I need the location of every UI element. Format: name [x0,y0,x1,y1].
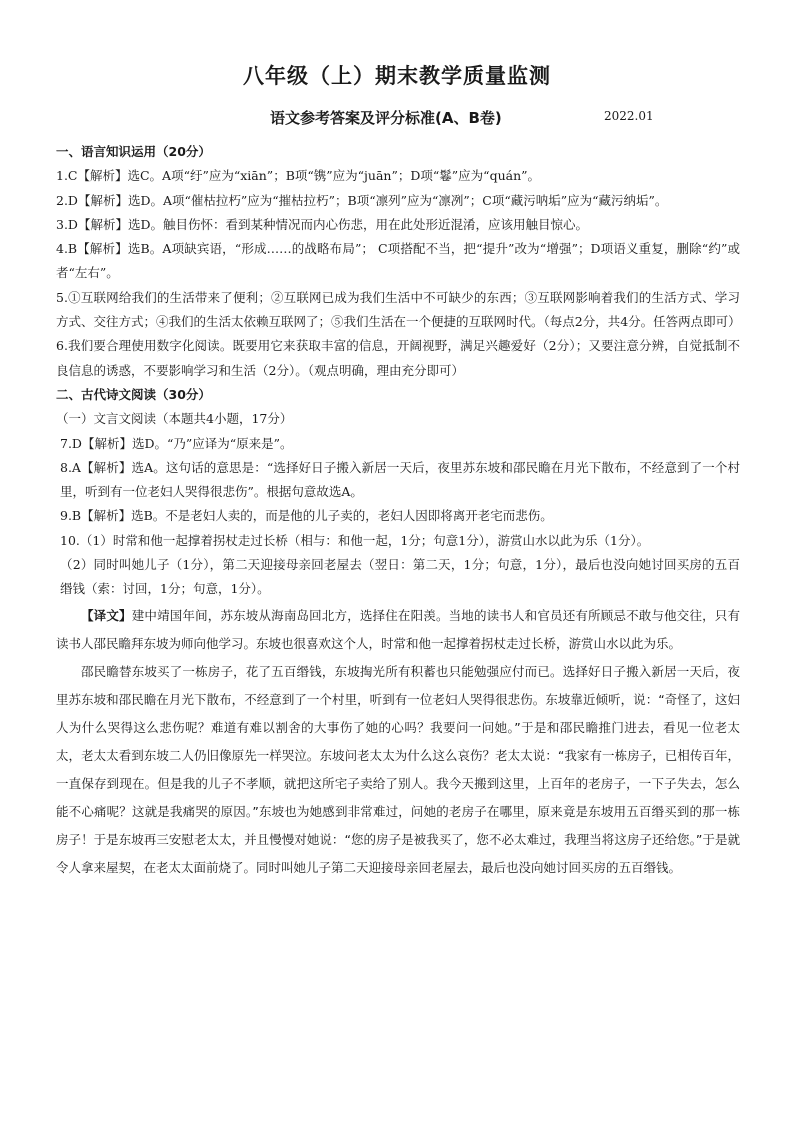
answer-q7: 7.D【解析】选D。“乃”应译为“原来是”。 [60,435,293,451]
section-heading-classical: 二、古代诗文阅读（30分） [56,386,211,402]
answer-q1: 1.C【解析】选C。A项“纡”应为“xiān”；B项“镌”应为“juān”；D项“鬈”应为“quán”。 [56,168,541,184]
answer-q3: 3.D【解析】选D。触目伤怀：看到某种情况而内心伤悲，用在此处形近混淆，应该用触目惊心。 [56,216,588,232]
translation-paragraph-1 [56,602,740,658]
translation-text-1: 建中靖国年间，苏东坡从海南岛回北方，选择住在阳羡。当地的读书人和官员还有所顾忌不敢与他交往，只有读书人邵民瞻拜东坡为师向他学习。东坡也很喜欢这个人，时常和他一起撑着拐杖走过长桥，游赏山水以此为乐。 [56,607,740,651]
answer-q10-part2: （2）同时叫她儿子（1分），第二天迎接母亲回老屋去（翌日：第二天，1分；句意，1分），最后也没向她讨回买房的五百缗钱（索：讨回，1分；句意，1分）。 [60,557,740,597]
page-subtitle: 语文参考答案及评分标准(A、B卷) [270,109,502,127]
document-date: 2022.01 [604,109,654,123]
subsection-heading: （一）文言文阅读（本题共4小题，17分） [56,411,293,427]
answer-q10-part1: 10.（1）时常和他一起撑着拐杖走过长桥（相与：和他一起，1分；句意1分），游赏山水以此为乐（1分）。 [60,532,650,548]
subtitle-row [0,107,794,127]
translation-paragraph-2: 邵民瞻替东坡买了一栋房子，花了五百缗钱，东坡掏光所有积蓄也只能勉强应付而已。选择好日子搬入新居一天后，夜里苏东坡和邵民瞻在月光下散布，不经意到了一个村里，听到有一位老妇人哭得很悲伤。东坡靠近倾听，说：“奇怪了，这妇人为什么哭得这么悲伤呢？难道有难以割舍的大事伤了她的心吗？我要问一问她。”于是和邵民瞻推门进去，看见一位老太太，老太太看到东坡二人仍旧像原先一样哭泣。东坡问老太太为什么这么哀伤？老太太说：“我家有一栋房子，已相传百年，一直保存到现在。但是我的儿子不孝顺，就把这所宅子卖给了别人。我今天搬到这里，上百年的老房子，一下子失去，怎么能不心痛呢？这就是我痛哭的原因。”东坡也为她感到非常难过，问她的老房子在哪里，原来竟是东坡用五百缗买到的那一栋房子！于是东坡再三安慰老太太，并且慢慢对她说：“您的房子是被我买了，您不必太难过，我理当将这房子还给您。”于是就令人拿来屋契，在老太太面前烧了。同时叫她儿子第二天迎接母亲回老屋去，最后也没向她讨回买房的五百缗钱。 [56,663,740,875]
translation-tag: 【译文】 [81,607,132,623]
page-title: 八年级（上）期末教学质量监测 [243,64,551,88]
answer-q6: 6.我们要合理使用数字化阅读。既要用它来获取丰富的信息，开阔视野，满足兴趣爱好（2分）；又要注意分辨，自觉抵制不良信息的诱惑，不要影响学习和生活（2分）。（观点明确，理由充分即可） [56,338,740,378]
answer-content [56,140,740,882]
answer-q2: 2.D【解析】选D。A项“催枯拉朽”应为“摧枯拉朽”；B项“凛列”应为“凛冽”；C项“藏污呐垢”应为“藏污纳垢”。 [56,192,668,208]
section-heading-language: 一、语言知识运用（20分） [56,144,211,159]
answer-q5: 5.①互联网给我们的生活带来了便利；②互联网已成为我们生活中不可缺少的东西；③互联网影响着我们的生活方式、学习方式、交往方式；④我们的生活太依赖互联网了；⑤我们生活在一个便捷的互联网时代。（每点2分，共4分。任答两点即可） [56,289,741,330]
answer-q8: 8.A【解析】选A。这句话的意思是：“选择好日子搬入新居一天后，夜里苏东坡和邵民瞻在月光下散布，不经意到了一个村里，听到有一位老妇人哭得很悲伤”。根据句意故选A。 [60,459,740,500]
answer-q4: 4.B【解析】选B。A项缺宾语，“形成……的战略布局”； C项搭配不当，把“提升”改为“增强”；D项语义重复，删除“约”或者“左右”。 [56,241,740,281]
answer-q9: 9.B【解析】选B。不是老妇人卖的，而是他的儿子卖的，老妇人因即将离开老宅而悲伤。 [60,508,553,524]
